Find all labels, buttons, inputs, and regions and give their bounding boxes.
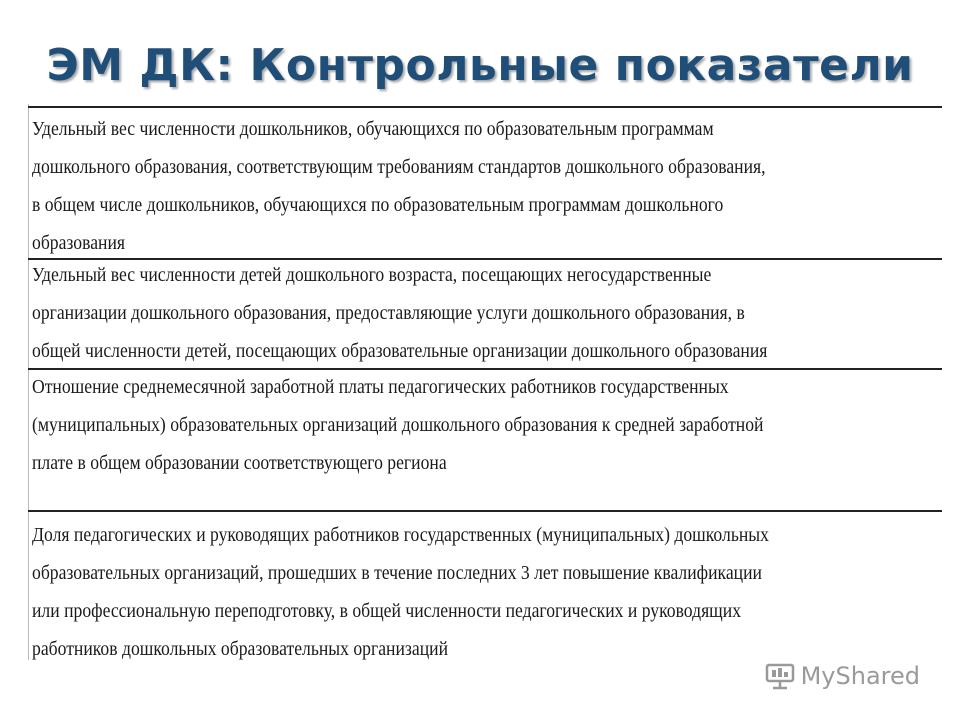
presentation-icon (765, 662, 795, 690)
indicator-4-line-3: или профессиональную переподготовку, в общей численности педагогических и руководящих (32, 600, 742, 622)
table-rule-3 (28, 510, 942, 512)
indicator-4 (32, 516, 813, 668)
indicator-1 (32, 110, 813, 262)
table-left-edge (28, 104, 29, 660)
slide-title: ЭМ ДК: Контрольные показатели (46, 40, 914, 91)
indicator-2-line-3: общей численности детей, посещающих образовательные организации дошкольного образования (32, 340, 768, 362)
watermark-text: MyShared (800, 662, 920, 690)
indicator-3-line-3: плате в общем образовании соответствующего региона (32, 452, 447, 474)
indicator-1-line-2: дошкольного образования, соответствующим требованиям стандартов дошкольного образования, (32, 156, 766, 178)
indicator-1-line-3: в общем числе дошкольников, обучающихся по образовательным программам дошкольного (32, 194, 724, 216)
indicator-2-line-2: организации дошкольного образования, предоставляющие услуги дошкольного образования, в (32, 302, 745, 324)
scanned-indicator-table (22, 104, 942, 660)
indicator-2 (32, 256, 813, 370)
indicator-1-line-1: Удельный вес численности дошкольников, обучающихся по образовательным программам (32, 118, 714, 140)
indicator-4-line-1: Доля педагогических и руководящих работников государственных (муниципальных) дошкольных (32, 524, 769, 546)
indicator-3-line-1: Отношение среднемесячной заработной платы педагогических работников государственных (32, 376, 729, 398)
indicator-4-line-4: работников дошкольных образовательных организаций (32, 638, 449, 660)
table-rule-top (28, 106, 942, 108)
indicator-2-line-1: Удельный вес численности детей дошкольного возраста, посещающих негосударственные (32, 264, 712, 286)
indicator-4-line-2: образовательных организаций, прошедших в течение последних 3 лет повышение квалификации (32, 562, 762, 584)
indicator-1-line-4: образования (32, 232, 126, 254)
indicator-3-line-2: (муниципальных) образовательных организаций дошкольного образования к средней заработной (32, 414, 764, 436)
watermark-logo (765, 662, 920, 690)
indicator-3 (32, 368, 813, 482)
